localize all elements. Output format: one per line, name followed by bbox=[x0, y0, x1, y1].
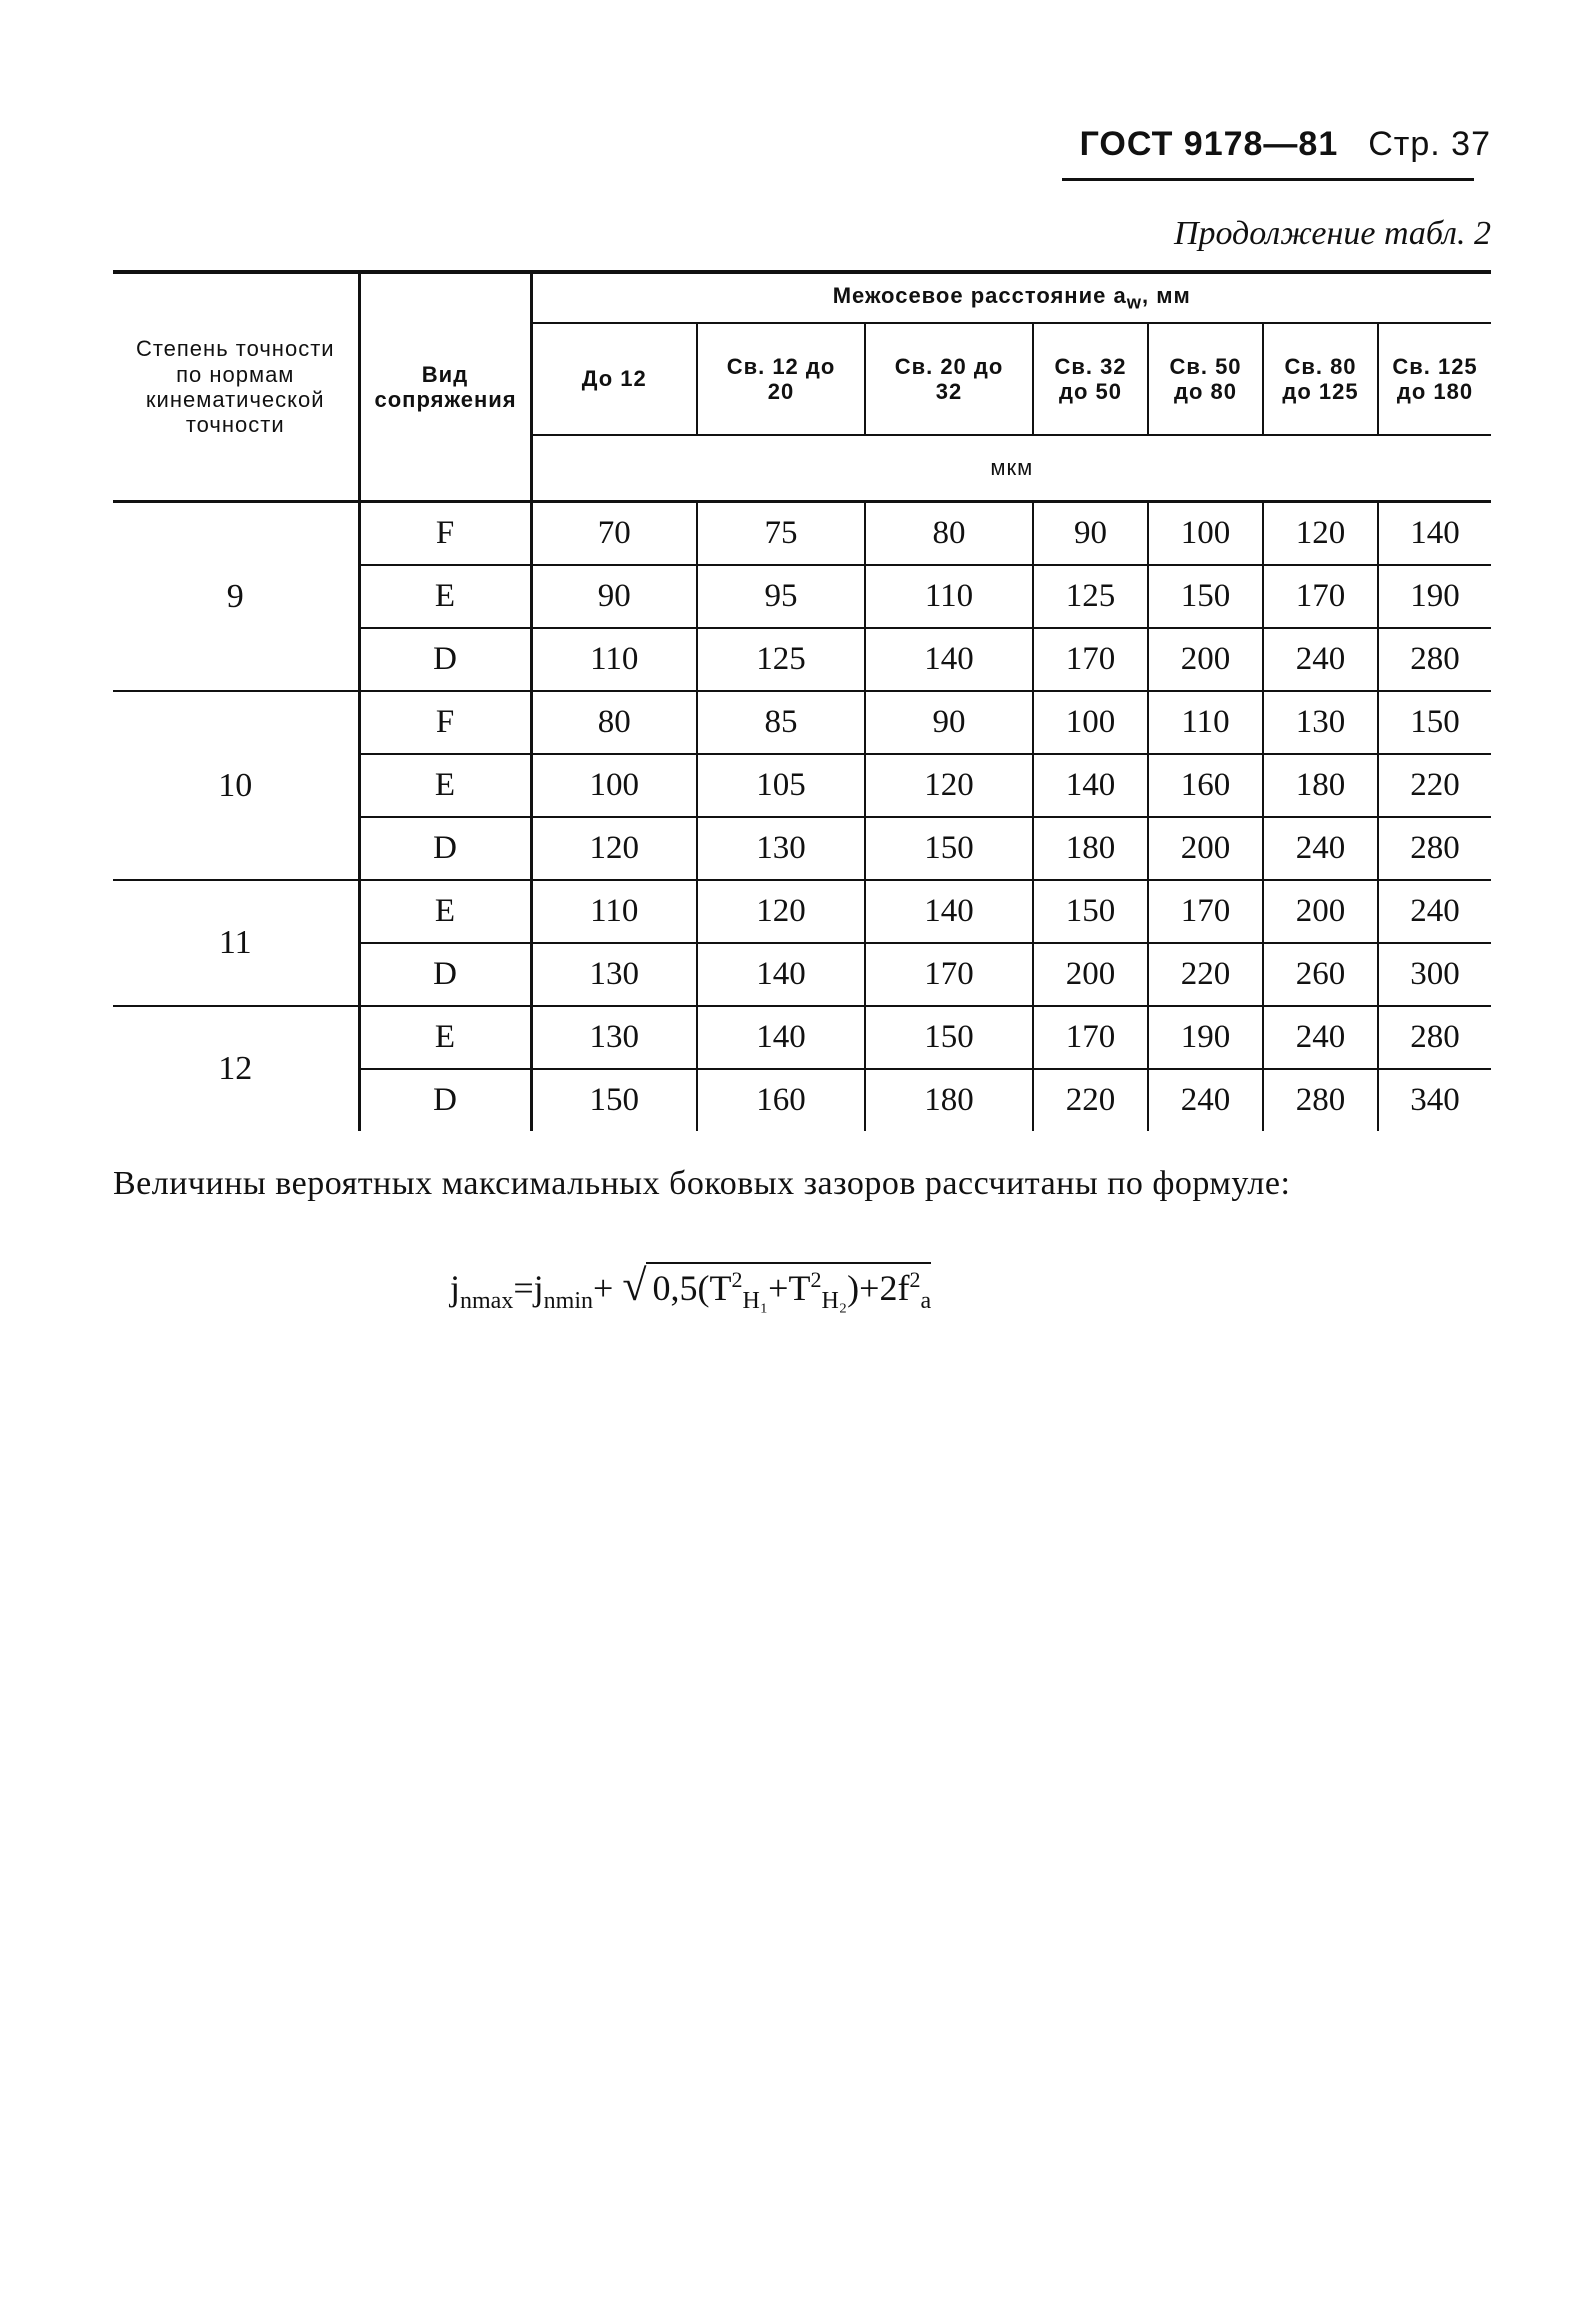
value-cell: 80 bbox=[531, 691, 697, 754]
value-cell: 140 bbox=[697, 1006, 865, 1069]
center-distance-label: Межосевое расстояние a bbox=[832, 283, 1127, 309]
table-row bbox=[113, 691, 1491, 754]
value-cell: 130 bbox=[697, 817, 865, 880]
fit-cell: D bbox=[359, 943, 531, 1006]
f-sup: 2 bbox=[909, 1267, 921, 1292]
value-cell: 150 bbox=[865, 817, 1033, 880]
value-cell: 70 bbox=[531, 502, 697, 566]
value-cell: 280 bbox=[1263, 1069, 1378, 1131]
center-distance-subscript: w bbox=[1126, 291, 1142, 313]
value-cell: 150 bbox=[865, 1006, 1033, 1069]
formula-plus: + bbox=[593, 1268, 614, 1308]
value-cell: 130 bbox=[1263, 691, 1378, 754]
t2-sub: H₂ bbox=[821, 1288, 848, 1315]
value-cell: 170 bbox=[1148, 880, 1263, 943]
formula-intro-paragraph: Величины вероятных максимальных боковых зазоров рассчитаны по формуле: bbox=[113, 1165, 1291, 1202]
value-cell: 170 bbox=[1033, 628, 1148, 691]
value-cell: 80 bbox=[865, 502, 1033, 566]
value-cell: 260 bbox=[1263, 943, 1378, 1006]
fit-cell: D bbox=[359, 1069, 531, 1131]
value-cell: 100 bbox=[531, 754, 697, 817]
value-cell: 220 bbox=[1148, 943, 1263, 1006]
value-cell: 110 bbox=[531, 628, 697, 691]
value-cell: 170 bbox=[1263, 565, 1378, 628]
radicand-plus: +T bbox=[768, 1268, 811, 1308]
t2-sup: 2 bbox=[810, 1267, 822, 1292]
value-cell: 200 bbox=[1263, 880, 1378, 943]
value-cell: 105 bbox=[697, 754, 865, 817]
standard-number: ГОСТ 9178—81 bbox=[1079, 125, 1339, 163]
value-cell: 240 bbox=[1378, 880, 1491, 943]
header-rule bbox=[1062, 178, 1474, 181]
fit-cell: E bbox=[359, 1006, 531, 1069]
formula-eq: = bbox=[513, 1268, 534, 1308]
range-header: До 12 bbox=[531, 323, 697, 435]
backlash-table bbox=[113, 270, 1491, 1131]
table-row bbox=[113, 502, 1491, 566]
value-cell: 240 bbox=[1263, 817, 1378, 880]
value-cell: 120 bbox=[1263, 502, 1378, 566]
value-cell: 140 bbox=[1378, 502, 1491, 566]
range-header: Св. 12 до 20 bbox=[697, 323, 865, 435]
value-cell: 140 bbox=[865, 628, 1033, 691]
value-cell: 170 bbox=[865, 943, 1033, 1006]
value-cell: 200 bbox=[1148, 817, 1263, 880]
radical-sign: √ bbox=[622, 1261, 647, 1310]
value-cell: 160 bbox=[1148, 754, 1263, 817]
formula-term1-sub: nmin bbox=[543, 1288, 594, 1315]
value-cell: 240 bbox=[1148, 1069, 1263, 1131]
value-cell: 90 bbox=[865, 691, 1033, 754]
value-cell: 85 bbox=[697, 691, 865, 754]
value-cell: 120 bbox=[865, 754, 1033, 817]
fit-cell: F bbox=[359, 502, 531, 566]
f-sub: a bbox=[920, 1288, 932, 1315]
value-cell: 100 bbox=[1033, 691, 1148, 754]
value-cell: 180 bbox=[1263, 754, 1378, 817]
value-cell: 110 bbox=[865, 565, 1033, 628]
value-cell: 120 bbox=[531, 817, 697, 880]
value-cell: 90 bbox=[1033, 502, 1148, 566]
fit-cell: E bbox=[359, 880, 531, 943]
t1-sub: H₁ bbox=[742, 1288, 769, 1315]
table-continuation-caption: Продолжение табл. 2 bbox=[1173, 215, 1491, 252]
range-header: Св. 80 до 125 bbox=[1263, 323, 1378, 435]
value-cell: 130 bbox=[531, 943, 697, 1006]
value-cell: 150 bbox=[531, 1069, 697, 1131]
value-cell: 170 bbox=[1033, 1006, 1148, 1069]
value-cell: 150 bbox=[1378, 691, 1491, 754]
center-distance-units: , мм bbox=[1141, 283, 1191, 309]
value-cell: 180 bbox=[1033, 817, 1148, 880]
value-cell: 140 bbox=[1033, 754, 1148, 817]
fit-cell: F bbox=[359, 691, 531, 754]
value-cell: 190 bbox=[1378, 565, 1491, 628]
value-cell: 220 bbox=[1378, 754, 1491, 817]
value-cell: 100 bbox=[1148, 502, 1263, 566]
formula-lhs-sub: nmax bbox=[460, 1288, 514, 1315]
radicand-close: )+2f bbox=[847, 1268, 910, 1308]
value-cell: 340 bbox=[1378, 1069, 1491, 1131]
value-cell: 240 bbox=[1263, 628, 1378, 691]
value-cell: 150 bbox=[1033, 880, 1148, 943]
unit-row: мкм bbox=[531, 435, 1491, 502]
t1-sup: 2 bbox=[731, 1267, 743, 1292]
fit-cell: D bbox=[359, 817, 531, 880]
value-cell: 280 bbox=[1378, 817, 1491, 880]
fit-cell: E bbox=[359, 754, 531, 817]
value-cell: 280 bbox=[1378, 628, 1491, 691]
range-header: Св. 32 до 50 bbox=[1033, 323, 1148, 435]
page-number: Стр. 37 bbox=[1368, 125, 1491, 163]
value-cell: 125 bbox=[697, 628, 865, 691]
value-cell: 125 bbox=[1033, 565, 1148, 628]
range-header: Св. 50 до 80 bbox=[1148, 323, 1263, 435]
header-center-distance bbox=[531, 272, 1491, 323]
radicand-open: 0,5(T bbox=[652, 1268, 732, 1308]
formula-lhs: j bbox=[450, 1268, 461, 1308]
value-cell: 300 bbox=[1378, 943, 1491, 1006]
header-grade: Степень точности по нормам кинематической точности bbox=[113, 272, 359, 502]
fit-cell: D bbox=[359, 628, 531, 691]
value-cell: 180 bbox=[865, 1069, 1033, 1131]
grade-cell: 9 bbox=[113, 502, 359, 692]
value-cell: 220 bbox=[1033, 1069, 1148, 1131]
radicand bbox=[646, 1262, 932, 1315]
value-cell: 140 bbox=[697, 943, 865, 1006]
value-cell: 110 bbox=[1148, 691, 1263, 754]
table-row bbox=[113, 880, 1491, 943]
value-cell: 95 bbox=[697, 565, 865, 628]
fit-cell: E bbox=[359, 565, 531, 628]
value-cell: 280 bbox=[1378, 1006, 1491, 1069]
value-cell: 200 bbox=[1148, 628, 1263, 691]
value-cell: 110 bbox=[531, 880, 697, 943]
value-cell: 190 bbox=[1148, 1006, 1263, 1069]
value-cell: 150 bbox=[1148, 565, 1263, 628]
grade-cell: 10 bbox=[113, 691, 359, 880]
value-cell: 160 bbox=[697, 1069, 865, 1131]
page-header bbox=[1080, 125, 1491, 164]
range-header: Св. 125 до 180 bbox=[1378, 323, 1491, 435]
grade-cell: 11 bbox=[113, 880, 359, 1006]
value-cell: 140 bbox=[865, 880, 1033, 943]
value-cell: 200 bbox=[1033, 943, 1148, 1006]
value-cell: 130 bbox=[531, 1006, 697, 1069]
table-row bbox=[113, 1006, 1491, 1069]
value-cell: 90 bbox=[531, 565, 697, 628]
range-header: Св. 20 до 32 bbox=[865, 323, 1033, 435]
formula-term1: j bbox=[533, 1268, 544, 1308]
value-cell: 240 bbox=[1263, 1006, 1378, 1069]
value-cell: 120 bbox=[697, 880, 865, 943]
grade-cell: 12 bbox=[218, 1050, 253, 1087]
formula bbox=[450, 1260, 931, 1315]
header-fit: Вид сопряжения bbox=[359, 272, 531, 502]
value-cell: 75 bbox=[697, 502, 865, 566]
